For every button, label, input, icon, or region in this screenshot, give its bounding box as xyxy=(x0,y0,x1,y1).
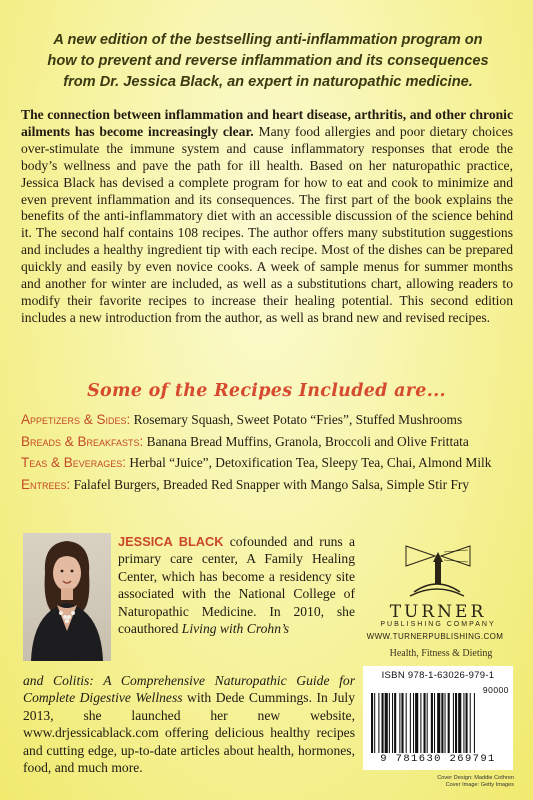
credit-design: Cover Design: Maddie Cothren xyxy=(437,775,514,781)
author-bio-text-2: with Dede Cummings. In July 2013, she launched her new website, www.drjessicablack.com offering delicious healthy recipes and cutting edge, up-to-date articles about health, hormones, food, and much more. xyxy=(23,690,355,776)
recipe-category: Breads & Breakfasts: xyxy=(21,433,144,449)
barcode-bar xyxy=(463,693,464,753)
barcode-bar xyxy=(413,693,414,753)
recipe-category: Teas & Beverages: xyxy=(21,455,127,470)
barcode-bar xyxy=(410,693,411,753)
book-description xyxy=(21,107,513,327)
author-portrait-illustration xyxy=(23,533,111,661)
publisher-url: WWW.TURNERPUBLISHING.COM xyxy=(366,632,504,641)
recipe-list xyxy=(21,409,516,495)
recipe-items: Rosemary Squash, Sweet Potato “Fries”, Stuffed Mushrooms xyxy=(130,412,463,427)
barcode-bar xyxy=(378,693,379,753)
barcode-bar xyxy=(399,693,400,753)
isbn-barcode xyxy=(363,666,513,770)
barcode-bar xyxy=(453,693,454,753)
turner-lighthouse-logo-icon xyxy=(400,540,475,600)
barcode-bar xyxy=(420,693,421,753)
barcode-bar xyxy=(371,693,373,753)
recipe-line-entrees xyxy=(21,474,516,496)
barcode-bar xyxy=(445,693,446,753)
tagline-line-2: how to prevent and reverse inflammation and its consequences xyxy=(47,53,489,69)
tagline-line-3: from Dr. Jessica Black, an expert in naturopathic medicine. xyxy=(63,74,473,90)
barcode-bar xyxy=(434,693,435,753)
barcode-bar xyxy=(415,693,418,753)
barcode-bar xyxy=(374,693,375,753)
book-title-part-b: and Colitis: A Comprehensive Naturopathic Guide for Complete Digestive Wellness xyxy=(23,673,355,706)
description-bold-intro: The connection between inflammation and heart disease, arthritis, and other chronic ailments has become increasingly clear. xyxy=(21,107,513,139)
publisher-subtitle: PUBLISHING COMPANY xyxy=(380,621,496,628)
barcode-bar xyxy=(474,693,475,753)
barcode-bar xyxy=(431,693,433,753)
barcode-bar xyxy=(406,693,407,753)
barcode-bar xyxy=(448,693,450,753)
cover-credits xyxy=(364,775,514,789)
barcode-bar xyxy=(424,693,426,753)
recipe-category: Appetizers & Sides: xyxy=(21,412,131,427)
publisher-name: TURNER xyxy=(389,602,487,622)
recipe-items: Herbal “Juice”, Detoxification Tea, Sleepy Tea, Chai, Almond Milk xyxy=(126,455,492,470)
barcode-bar xyxy=(455,693,457,753)
author-bio-part-1 xyxy=(118,533,355,637)
recipe-line-appetizers xyxy=(21,409,516,431)
tagline xyxy=(22,30,514,93)
barcode-bar xyxy=(437,693,440,753)
credit-image: Cover Image: Getty Images xyxy=(445,782,514,788)
barcode-digits: 9 781630 269791 xyxy=(380,753,496,765)
description-body: Many food allergies and poor dietary choices over-stimulate the immune system and cause inflammatory responses that erode the body’s wellness and pave the path for ill health. Based on her naturopathic practice, Jessica Black has devised a complete program for how to eat and cook to minimize and even prevent inflammation and its consequences. The first part of the book explains the benefits of the anti-inflammatory diet with an accessible discussion of the science behind it. The second half contains 108 recipes. The author offers many substitution suggestions and includes a healthy ingredient tip with each recipe. Most of the dishes can be prepared quickly and easily by even novice cooks. A week of sample menus for summer months and another for winter are included, as well as a substitutions chart, allowing readers to modify their favorite recipes to increase their healing potential. This second edition includes a new introduction from the author, as well as brand new and revised recipes. xyxy=(21,123,513,325)
barcode-bar xyxy=(466,693,468,753)
author-bio-text: cofounded and runs a primary care center, A Family Healing Center, which has become a residency site associated with the National College of Naturopathic Medicine. In 2010, she coauthored xyxy=(118,534,356,637)
isbn-number: ISBN 978-1-63026-979-1 xyxy=(381,670,495,681)
barcode-bar xyxy=(441,693,443,753)
book-title-part-a: Living with Crohn’s xyxy=(181,621,290,637)
author-name: JESSICA BLACK xyxy=(118,534,224,549)
barcode-bar xyxy=(392,693,393,753)
barcode-bar xyxy=(458,693,461,753)
barcode-bar xyxy=(470,693,471,753)
barcode-bar xyxy=(401,693,403,753)
price-code: 90000 xyxy=(482,685,509,695)
recipe-items: Banana Bread Muffins, Granola, Broccoli and Olive Frittata xyxy=(143,433,469,449)
barcode-bar xyxy=(382,693,384,753)
author-photo xyxy=(23,533,111,661)
book-category: Health, Fitness & Dieting xyxy=(389,648,493,659)
recipes-heading: Some of the Recipes Included are... xyxy=(87,381,446,401)
recipe-line-teas xyxy=(21,452,516,474)
barcode-bars-icon xyxy=(369,693,509,753)
recipe-items: Falafel Burgers, Breaded Red Snapper with Mango Salsa, Simple Stir Fry xyxy=(70,476,470,492)
tagline-line-1: A new edition of the bestselling anti-inflammation program on xyxy=(53,32,483,48)
barcode-bar xyxy=(385,693,388,753)
recipe-category: Entrees: xyxy=(21,476,71,492)
author-bio-part-2 xyxy=(23,672,355,776)
barcode-bar xyxy=(389,693,390,753)
recipe-line-breads xyxy=(21,431,516,453)
barcode-bar xyxy=(427,693,428,753)
barcode-bar xyxy=(394,693,396,753)
